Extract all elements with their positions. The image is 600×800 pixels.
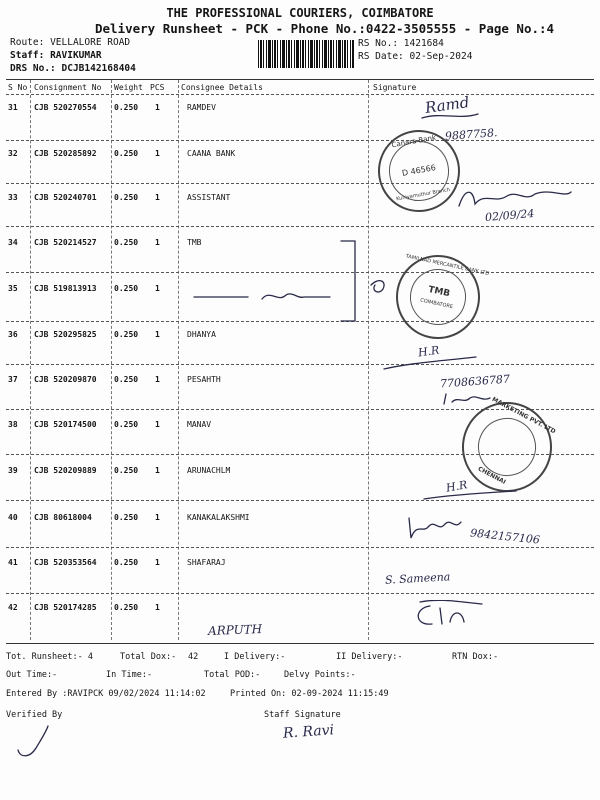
bracket-rows34-35 [335,237,395,327]
row-weight: 0.250 [114,103,139,112]
row-consignment: CJB 520285892 [34,149,97,158]
table-row [0,324,600,375]
row-sno: 38 [8,420,18,429]
row-pcs: 1 [155,284,160,293]
row-sno: 32 [8,149,18,158]
row-pcs: 1 [155,375,160,384]
phone-row37: 7708636787 [439,372,511,391]
row-weight: 0.250 [114,149,139,158]
canara-stamp-code: D 46566 [401,163,437,178]
row-consignment: CJB 520209870 [34,375,97,384]
rs-date-value: 02-Sep-2024 [409,51,473,62]
row-consignee: MANAV [187,420,212,429]
row-pcs: 1 [155,103,160,112]
staff-signature: R. Ravi [282,722,335,742]
col-weight: Weight [114,83,143,92]
row-consignee: SHAFARAJ [187,558,226,567]
verified-signature [12,722,52,762]
drs-label: DRS No.: [10,63,56,74]
drs-value: DCJB142168404 [61,63,136,74]
row-pcs: 1 [155,466,160,475]
row-weight: 0.250 [114,466,139,475]
row-sno: 35 [8,284,18,293]
row-sno: 42 [8,603,18,612]
signature-row36: H.R [417,343,441,360]
handwriting-row42: ARPUTH [207,622,263,638]
row-pcs: 1 [155,420,160,429]
row-weight: 0.250 [114,558,139,567]
signature-underline [420,110,480,122]
tmb-stamp-name: TAMILNAD MERCANTILE BANK LTD [405,253,490,278]
row-sno: 34 [8,238,18,247]
staff-line [10,50,102,61]
total-dox-label: Total Dox:- [120,652,177,662]
route-label: Route: [10,37,45,48]
row-consignment: CJB 519813913 [34,284,97,293]
rs-no-value: 1421684 [403,38,444,49]
date-row33: 02/09/24 [484,206,535,225]
signature-row31: Ramd [423,92,471,118]
row-rule [6,593,594,594]
row-rule [6,547,594,548]
i-delivery: I Delivery:- [224,652,286,662]
row-rule [6,226,594,227]
row-weight: 0.250 [114,284,139,293]
col-signature: Signature [373,83,417,92]
row-consignment: CJB 520209889 [34,466,97,475]
marketing-stamp-name: MARKETING PVT. LTD [490,395,557,436]
out-time: Out Time:- [6,670,58,680]
row-consignment: CJB 520295825 [34,330,97,339]
row-consignee: RAMDEV [187,103,216,112]
tot-runsheet: Tot. Runsheet:- 4 [6,652,93,662]
rs-no-label: RS No.: [358,38,399,49]
row-consignee: PESAHTH [187,375,221,384]
row-sno: 39 [8,466,18,475]
row-consignee: DHANYA [187,330,216,339]
tmb-stamp-city: COIMBATORE [419,297,454,311]
drs-line [10,63,136,74]
signature-row40 [405,512,465,542]
row-consignment: CJB 520240701 [34,193,97,202]
row-rule [6,321,594,322]
signature-row41: S. Sameena [384,570,451,587]
row-sno: 33 [8,193,18,202]
row-weight: 0.250 [114,375,139,384]
rtn-dox: RTN Dox:- [452,652,499,662]
row-weight: 0.250 [114,193,139,202]
phone-row31: 9887758. [444,126,498,143]
total-pod: Total POD:- [204,670,261,680]
total-dox-value: 42 [188,652,199,662]
route-line [10,37,130,48]
staff-value: RAVIKUMAR [50,50,102,61]
scribble-row35 [190,285,340,305]
runsheet-subtitle: Delivery Runsheet - PCK - Phone No.:0422-3505555 - Page No.:4 [95,21,555,36]
scribble-row39 [420,487,520,503]
row-weight: 0.250 [114,330,139,339]
row-sno: 40 [8,513,18,522]
table-bottom-rule [6,643,594,644]
row-weight: 0.250 [114,238,139,247]
rs-no-line [358,38,444,49]
col-pcs: PCS [150,83,165,92]
table-row [0,552,600,603]
row-pcs: 1 [155,330,160,339]
col-consignee: Consignee Details [181,83,263,92]
table-row [0,232,600,283]
entered-by: Entered By :RAVIPCK 09/02/2024 11:14:02 [6,689,206,699]
row-consignment: CJB 520174285 [34,603,97,612]
row-consignment: CJB 520174500 [34,420,97,429]
row-rule [6,272,594,273]
header-top-rule [6,79,594,80]
row-pcs: 1 [155,558,160,567]
row-consignee: CAANA BANK [187,149,236,158]
row-weight: 0.250 [114,603,139,612]
row-consignee: KANAKALAKSHMI [187,513,250,522]
row-sno: 37 [8,375,18,384]
printed-on: Printed On: 02-09-2024 11:15:49 [230,689,389,699]
scribble-row36 [380,355,480,375]
rs-date-label: RS Date: [358,51,404,62]
tmb-stamp-short: TMB [427,284,451,300]
row-pcs: 1 [155,603,160,612]
canara-stamp-branch: Kuniyamuthur Branch [395,186,451,203]
row-consignee: ARUNACHLM [187,466,231,475]
row-consignment: CJB 520214527 [34,238,97,247]
row-rule [6,140,594,141]
row-pcs: 1 [155,193,160,202]
company-title: THE PROFESSIONAL COURIERS, COIMBATORE [166,6,434,20]
marketing-stamp-city: CHENNAI [476,465,507,486]
barcode [258,40,354,68]
row-pcs: 1 [155,149,160,158]
row-consignment: CJB 520270554 [34,103,97,112]
ii-delivery: II Delivery:- [336,652,403,662]
row-sno: 36 [8,330,18,339]
header-bottom-rule [6,94,594,95]
row-consignment: CJB 80618004 [34,513,92,522]
row-consignment: CJB 520353564 [34,558,97,567]
canara-stamp-name: Canara Bank [390,133,437,150]
row-pcs: 1 [155,513,160,522]
row-rule [6,364,594,365]
row-consignee: ASSISTANT [187,193,231,202]
col-sno: S No [8,83,28,92]
signature-row42 [410,600,490,630]
verified-by: Verified By [6,710,63,720]
route-value: VELLALORE ROAD [50,37,131,48]
rs-date-line [358,51,472,62]
staff-label: Staff: [10,50,45,61]
row-consignee: TMB [187,238,202,247]
row-weight: 0.250 [114,420,139,429]
row-sno: 31 [8,103,18,112]
col-consignment: Consignment No [34,83,102,92]
in-time: In Time:- [106,670,153,680]
row-weight: 0.250 [114,513,139,522]
delvy-points: Delvy Points:- [284,670,356,680]
table-row [0,597,600,648]
staff-signature-label: Staff Signature [264,710,341,720]
row-pcs: 1 [155,238,160,247]
signature-row39: H.R [445,478,469,495]
row-sno: 41 [8,558,18,567]
phone-row40: 9842157106 [469,526,541,547]
